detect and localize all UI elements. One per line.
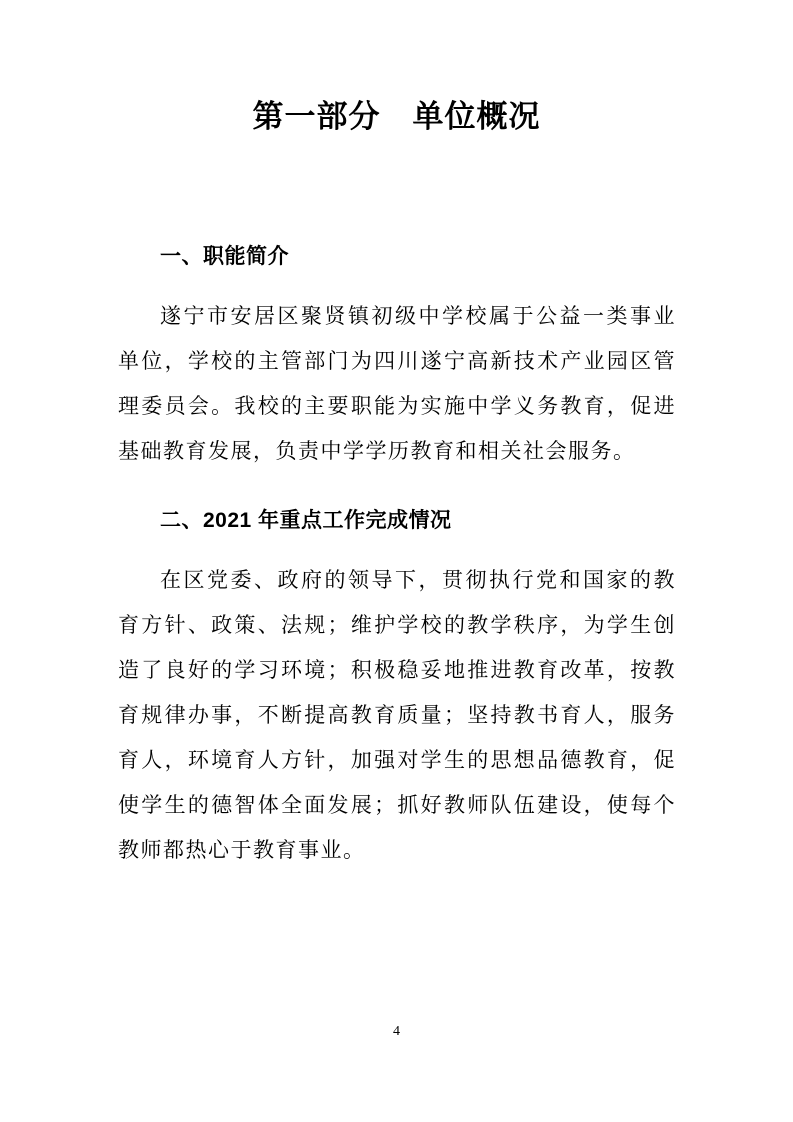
- section-2-heading: 二、2021 年重点工作完成情况: [160, 509, 452, 532]
- page-title: 第一部分 单位概况: [252, 99, 541, 134]
- page-number: 4: [393, 1024, 400, 1039]
- document-content: [118, 242, 676, 873]
- section-1-heading: 一、职能简介: [160, 245, 289, 268]
- section-1-paragraph: 遂宁市安居区聚贤镇初级中学校属于公益一类事业单位，学校的主管部门为四川遂宁高新技术产业园区管理委员会。我校的主要职能为实施中学义务教育，促进基础教育发展，负责中学学历教育和相关社会服务。: [118, 304, 676, 463]
- section-2-paragraph: 在区党委、政府的领导下，贯彻执行党和国家的教育方针、政策、法规；维护学校的教学秩序，为学生创造了良好的学习环境；积极稳妥地推进教育改革，按教育规律办事，不断提高教育质量；坚持教书育人，服务育人，环境育人方针，加强对学生的思想品德教育，促使学生的德智体全面发展；抓好教师队伍建设，使每个教师都热心于教育事业。: [118, 568, 676, 862]
